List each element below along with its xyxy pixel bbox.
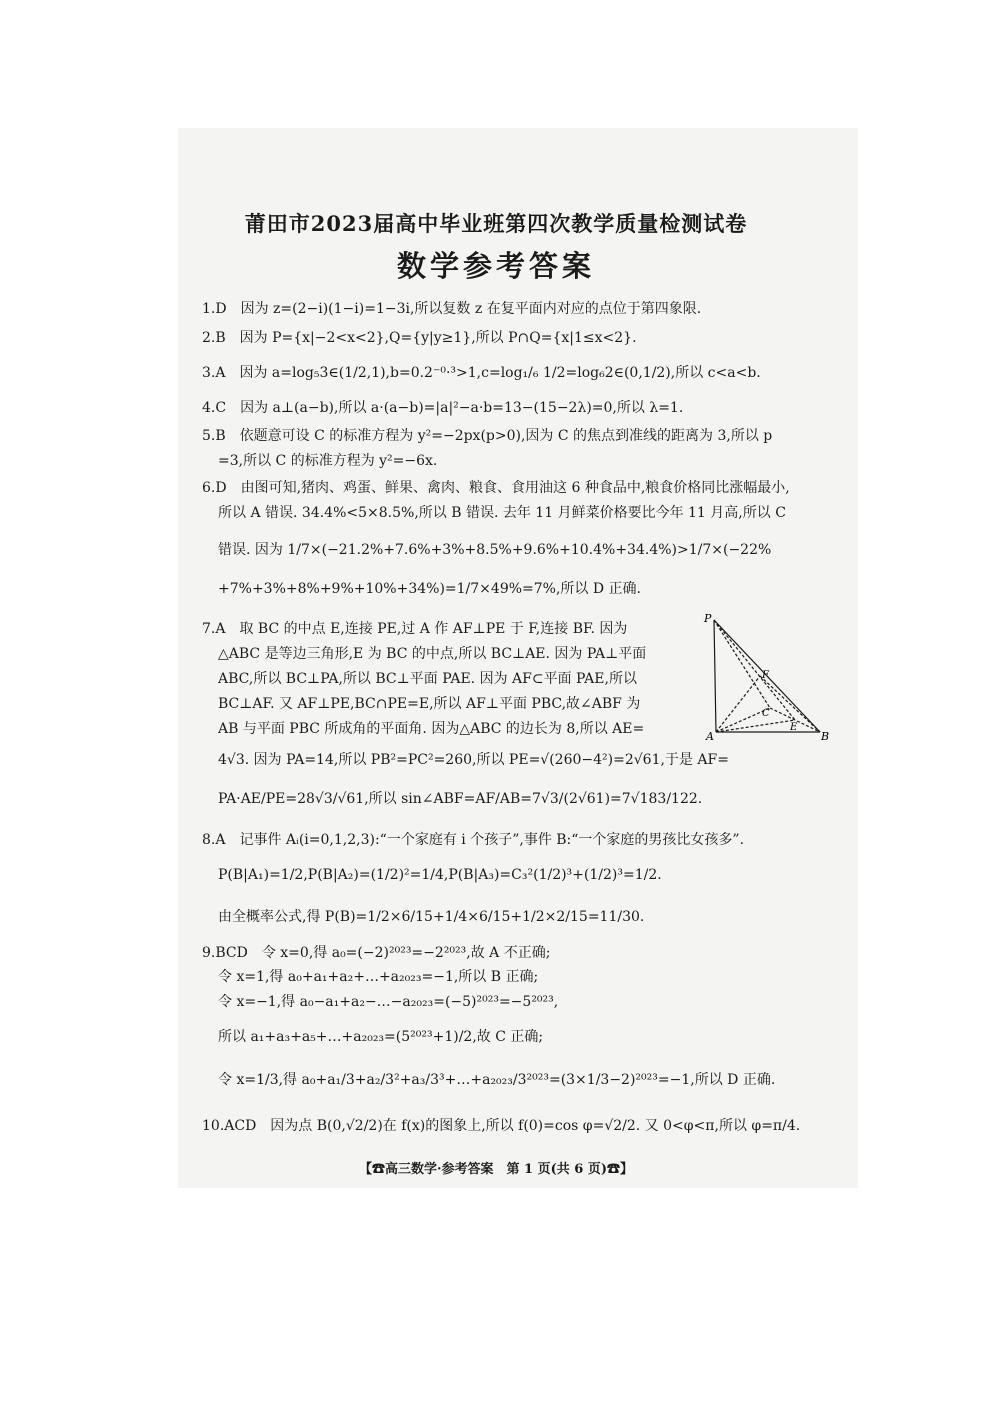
answer-9-cont-1: 令 x=1,得 a₀+a₁+a₂+…+a₂₀₂₃=−1,所以 B 正确; [218,969,539,985]
answer-7-cont-5: 4√3. 因为 PA=14,所以 PB²=PC²=260,所以 PE=√(260−4²)=2√61,于是 AF= [218,752,729,768]
label-a: A [706,730,714,742]
edge-af [716,676,760,732]
answer-8-cont-2: 由全概率公式,得 P(B)=1/2×6/15+1/4×6/15+1/2×2/15=11/30. [218,909,645,925]
edge-pe [714,620,795,720]
answer-6-cont-2: 错误. 因为 1/7×(−21.2%+7.6%+3%+8.5%+9.6%+10.4%+34.4%)>1/7×(−22% [218,542,772,558]
answer-5-cont: =3,所以 C 的标准方程为 y²=−6x. [218,453,438,469]
label-p: P [704,612,712,625]
answer-9-cont-4: 令 x=1/3,得 a₀+a₁/3+a₂/3²+a₃/3³+…+a₂₀₂₃/3²⁰²³=(3×1/3−2)²⁰²³=−1,所以 D 正确. [218,1072,776,1088]
edge-pa [714,620,716,732]
geometry-figure [700,612,830,742]
answer-7-cont-6: PA·AE/PE=28√3/√61,所以 sin∠ABF=AF/AB=7√3/(2√61)=7√183/122. [218,791,703,807]
label-c: C [762,708,770,719]
answer-7-cont-2: ABC,所以 BC⊥PA,所以 BC⊥平面 PAE. 因为 AF⊂平面 PAE,所以 [218,671,637,687]
answer-6-cont-1: 所以 A 错误. 34.4%<5×8.5%,所以 B 错误. 去年 11 月鲜菜价格要比今年 11 月高,所以 C [218,505,786,521]
answer-10: 10.ACD 因为点 B(0,√2/2)在 f(x)的图象上,所以 f(0)=cos φ=√2/2. 又 0<φ<π,所以 φ=π/4. [202,1118,801,1134]
answer-8-cont-1: P(B|A₁)=1/2,P(B|A₂)=(1/2)²=1/4,P(B|A₃)=C₃²(1/2)³+(1/2)³=1/2. [218,867,662,883]
page-footer: 【☎高三数学·参考答案 第 1 页(共 6 页)☎】 [358,1162,634,1177]
answer-9-cont-2: 令 x=−1,得 a₀−a₁+a₂−…−a₂₀₂₃=(−5)²⁰²³=−5²⁰²³, [218,994,559,1010]
answer-6-cont-3: +7%+3%+8%+9%+10%+34%)=1/7×49%=7%,所以 D 正确. [218,581,641,597]
doc-subtitle: 数学参考答案 [396,249,595,283]
answer-1: 1.D 因为 z=(2−i)(1−i)=1−3i,所以复数 z 在复平面内对应的点位于第四象限. [202,301,702,317]
answer-9: 9.BCD 令 x=0,得 a₀=(−2)²⁰²³=−2²⁰²³,故 A 不正确; [202,945,551,961]
answer-7: 7.A 取 BC 的中点 E,连接 PE,过 A 作 AF⊥PE 于 F,连接 BF. 因为 [202,621,628,637]
doc-title: 莆田市2023届高中毕业班第四次教学质量检测试卷 [244,211,748,236]
answer-8: 8.A 记事件 Aᵢ(i=0,1,2,3):“一个家庭有 i 个孩子”,事件 B:“一个家庭的男孩比女孩多”. [202,832,745,848]
answer-7-cont-1: △ABC 是等边三角形,E 为 BC 的中点,所以 BC⊥AE. 因为 PA⊥平面 [218,646,647,662]
edge-pc [714,620,770,708]
answer-3: 3.A 因为 a=log₅3∈(1/2,1),b=0.2⁻⁰·³>1,c=log₁/₆ 1/2=log₆2∈(0,1/2),所以 c<a<b. [202,365,761,381]
label-e: E [790,722,798,733]
answer-5: 5.B 依题意可设 C 的标准方程为 y²=−2px(p>0),因为 C 的焦点到准线的距离为 3,所以 p [202,428,773,444]
answer-2: 2.B 因为 P={x|−2<x<2},Q={y|y≥1},所以 P∩Q={x|1≤x<2}. [202,330,637,346]
answer-7-cont-4: AB 与平面 PBC 所成角的平面角. 因为△ABC 的边长为 8,所以 AE= [218,721,645,737]
label-b: B [821,730,830,742]
label-f: F [762,670,769,681]
answer-6: 6.D 由图可知,猪肉、鸡蛋、鲜果、禽肉、粮食、食用油这 6 种食品中,粮食价格同比涨幅最小, [202,480,790,496]
answer-7-cont-3: BC⊥AF. 又 AF⊥PE,BC∩PE=E,所以 AF⊥平面 PBC,故∠ABF 为 [218,696,641,712]
answer-4: 4.C 因为 a⊥(a−b),所以 a·(a−b)=|a|²−a·b=13−(15−2λ)=0,所以 λ=1. [202,400,684,416]
edge-ae [716,720,795,732]
answer-9-cont-3: 所以 a₁+a₃+a₅+…+a₂₀₂₃=(5²⁰²³+1)/2,故 C 正确; [218,1029,544,1045]
